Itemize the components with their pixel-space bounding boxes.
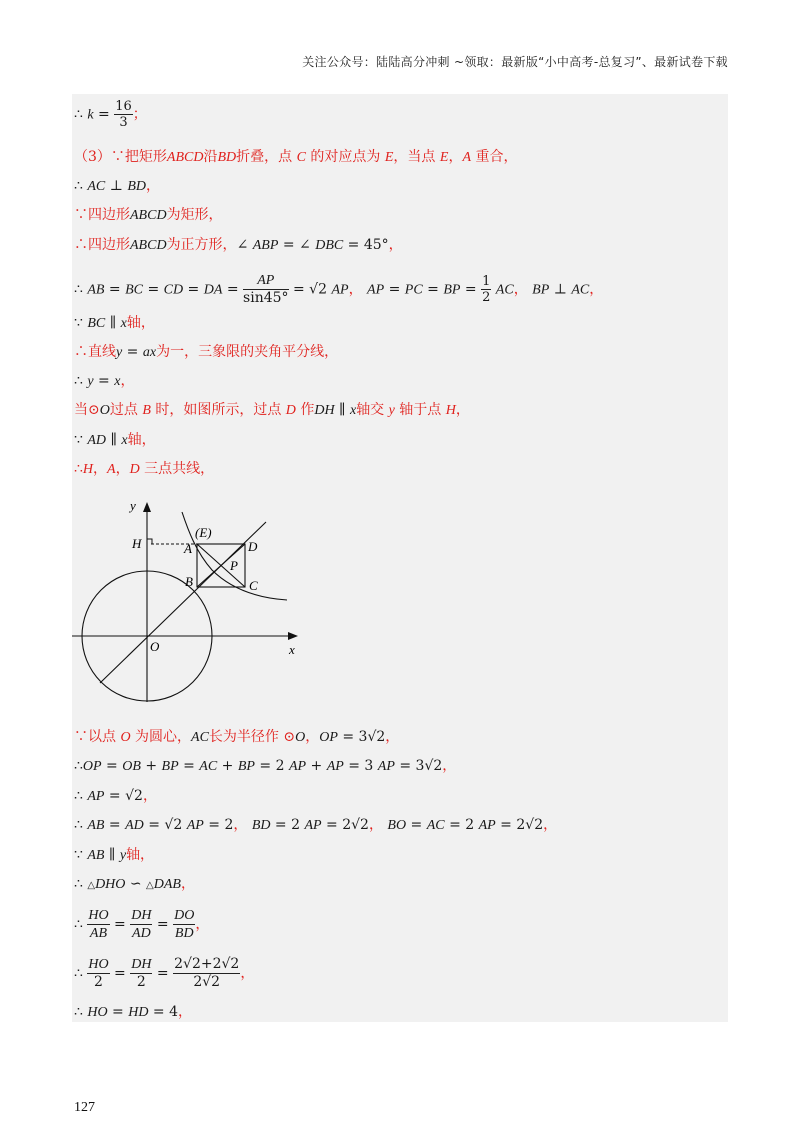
solution-line-15: ∴ AP = √2， bbox=[74, 788, 157, 804]
solution-line-10: 当⊙O过点 B 时，如图所示，过点 D 作DH ∥ x轴交 y 轴于点 H， bbox=[74, 402, 470, 418]
label-a: A bbox=[184, 541, 192, 556]
label-h: H bbox=[132, 536, 142, 551]
label-o: O bbox=[150, 639, 160, 654]
solution-line-11: ∵ AD ∥ x轴， bbox=[74, 432, 156, 448]
solution-line-2: （3）∵把矩形ABCD沿BD折叠，点 C 的对应点为 E，当点 E，A 重合， bbox=[74, 149, 518, 165]
solution-line-1: ∴ k = $\frac{16}{3}$ ； bbox=[74, 99, 147, 130]
y-axis-arrow bbox=[143, 502, 151, 512]
solution-line-21: ∴ HO = HD = 4， bbox=[74, 1004, 193, 1020]
page-header: 关注公众号：陆陆高分冲刺 ~领取：最新版“小中高考-总复习”、最新试卷下载 bbox=[302, 55, 728, 69]
solution-line-16: ∴ AB = AD = √2 AP = 2， BD = 2 AP = 2√2， BO = AC = 2 AP = 2√2， bbox=[74, 817, 558, 833]
solution-line-19: ∴ $\frac{HO}{AB}$ = $\frac{DH}{AD}$ = $\frac{DO}{BD}$ ， bbox=[74, 908, 210, 941]
label-c: C bbox=[249, 578, 258, 593]
solution-line-18: ∴ △DHO ∽ △DAB， bbox=[74, 876, 195, 892]
geometry-figure bbox=[66, 492, 316, 707]
solution-line-13: ∵以点 O 为圆心，AC长为半径作 ⊙O，OP = 3√2， bbox=[74, 729, 400, 745]
solution-line-12: ∴H，A，D 三点共线， bbox=[74, 461, 215, 477]
label-p: P bbox=[230, 558, 238, 573]
solution-line-6: ∴ AB = BC = CD = DA = $\frac{AP}{\sin 45^\circ}$ = √2 AP， AP = PC = BP = $\frac{1}{2}$ AC， BP ⊥ AC， bbox=[74, 273, 604, 306]
label-b: B bbox=[185, 574, 193, 589]
solution-line-5: ∴四边形ABCD为正方形，∠ ABP = ∠ DBC = 45°， bbox=[74, 237, 403, 253]
solution-line-20: ∴ $\frac{HO}{2}$ = $\frac{DH}{2}$ = $\frac{2√2+2√2}{2√2}$ ， bbox=[74, 956, 255, 990]
label-e: (E) bbox=[195, 525, 212, 540]
right-angle-mark bbox=[147, 539, 152, 544]
page-number: 127 bbox=[74, 1100, 95, 1115]
line-y-eq-x bbox=[100, 522, 266, 683]
solution-line-9: ∴ y = x， bbox=[74, 373, 135, 389]
solution-line-4: ∵四边形ABCD为矩形， bbox=[74, 207, 223, 223]
solution-line-7: ∵ BC ∥ x轴， bbox=[74, 315, 155, 331]
label-y: y bbox=[130, 498, 136, 513]
label-d: D bbox=[248, 539, 258, 554]
solution-line-14: ∴OP = OB + BP = AC + BP = 2 AP + AP = 3 AP = 3√2， bbox=[74, 758, 457, 774]
solution-line-8: ∴直线y = ax为一，三象限的夹角平分线， bbox=[74, 344, 339, 360]
label-x: x bbox=[289, 642, 295, 657]
x-axis-arrow bbox=[288, 632, 298, 640]
solution-line-17: ∵ AB ∥ y轴， bbox=[74, 847, 155, 863]
solution-line-3: ∴ AC ⊥ BD， bbox=[74, 178, 160, 194]
